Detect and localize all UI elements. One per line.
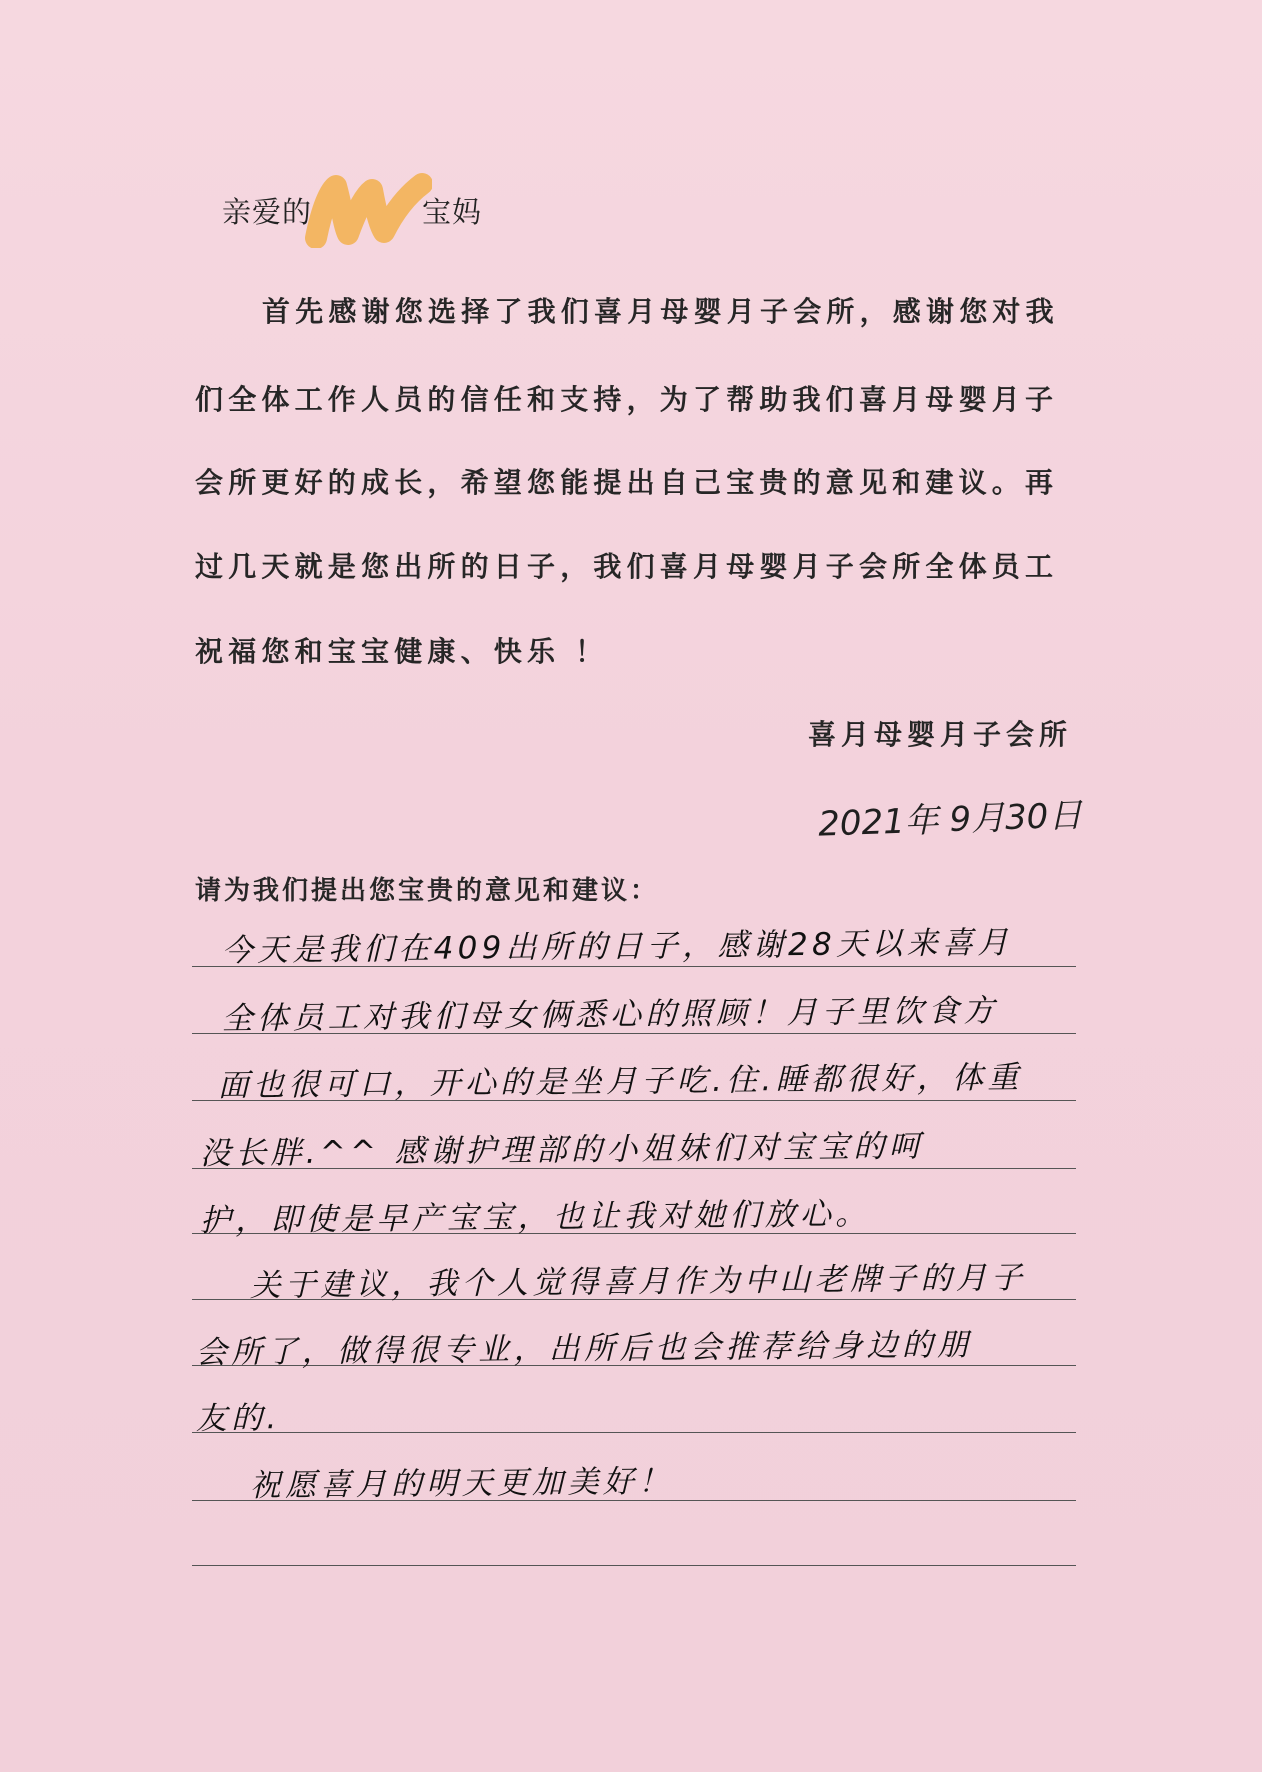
letter-body-line-4: 过几天就是您出所的日子，我们喜月母婴月子会所全体员工	[195, 550, 1059, 583]
feedback-line-8: 友的.	[195, 1400, 281, 1437]
handwritten-date: 2021年 9月30日	[817, 795, 1083, 845]
letter-body-line-1: 首先感谢您选择了我们喜月母婴月子会所，感谢您对我	[262, 295, 1059, 328]
feedback-line-7: 会所了，做得很专业，出所后也会推荐给身边的朋	[195, 1326, 973, 1371]
feedback-line-2: 全体员工对我们母女俩悉心的照顾！月子里饮食方	[221, 992, 999, 1037]
feedback-prompt: 请为我们提出您宝贵的意见和建议：	[195, 876, 660, 906]
feedback-line-1: 今天是我们在409出所的日子，感谢28天以来喜月	[221, 924, 1013, 970]
feedback-line-4: 没长胖.^^ 感谢护理部的小姐妹们对宝宝的呵	[199, 1128, 925, 1172]
feedback-line-9: 祝愿喜月的明天更加美好！	[249, 1463, 674, 1504]
feedback-line-3: 面也很可口，开心的是坐月子吃.住.睡都很好，体重	[217, 1059, 1023, 1104]
greeting	[222, 190, 482, 231]
greeting-start: 亲爱的	[222, 195, 313, 229]
redaction-mark	[312, 192, 422, 226]
greeting-end: 宝妈	[422, 195, 483, 229]
ruled-line	[192, 1565, 1076, 1566]
feedback-line-6: 关于建议，我个人觉得喜月作为中山老牌子的月子	[249, 1259, 1027, 1304]
signature: 喜月母婴月子会所	[807, 718, 1072, 751]
letter-body-line-3: 会所更好的成长，希望您能提出自己宝贵的意见和建议。再	[195, 466, 1059, 499]
feedback-line-5: 护，即使是早产宝宝，也让我对她们放心。	[199, 1195, 871, 1239]
ruled-line	[192, 1432, 1076, 1433]
letter-body-line-2: 们全体工作人员的信任和支持，为了帮助我们喜月母婴月子	[195, 383, 1059, 416]
letter-body-line-5: 祝福您和宝宝健康、快乐 ！	[195, 635, 609, 668]
